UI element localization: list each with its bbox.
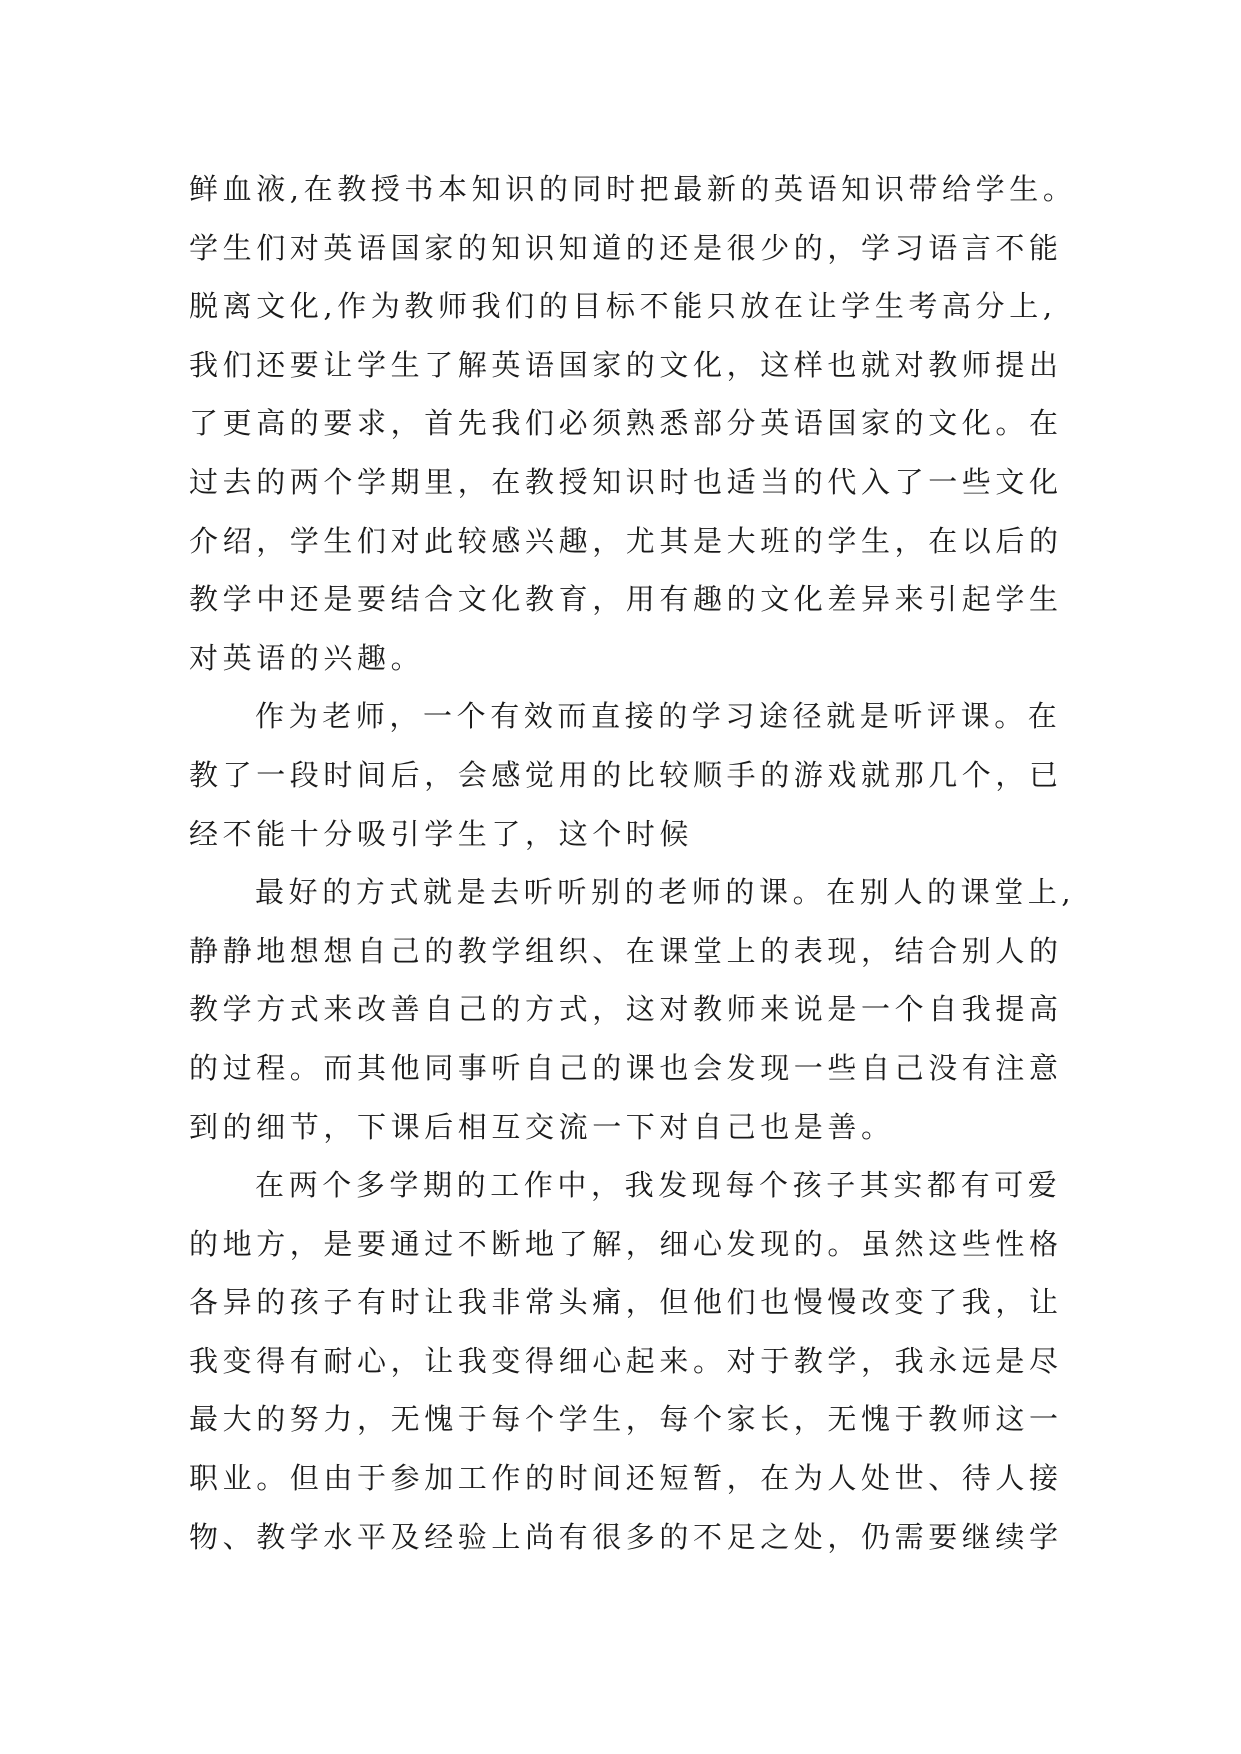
text-line: 的地方，是要通过不断地了解，细心发现的。虽然这些性格 <box>189 1226 1063 1261</box>
text-line: 静静地想想自己的教学组织、在课堂上的表现，结合别人的 <box>189 933 1063 968</box>
text-line: 了更高的要求，首先我们必须熟悉部分英语国家的文化。在 <box>189 406 1063 441</box>
text-line: 我变得有耐心，让我变得细心起来。对于教学，我永远是尽 <box>189 1343 1063 1378</box>
text-line: 经不能十分吸引学生了，这个时候 <box>189 816 694 851</box>
text-line: 介绍，学生们对此较感兴趣，尤其是大班的学生，在以后的 <box>189 523 1063 558</box>
text-line: 教了一段时间后，会感觉用的比较顺手的游戏就那几个，已 <box>189 757 1063 792</box>
text-line: 鲜血液,在教授书本知识的同时把最新的英语知识带给学生。 <box>189 172 1077 206</box>
text-line: 各异的孩子有时让我非常头痛，但他们也慢慢改变了我，让 <box>189 1285 1063 1320</box>
text-line: 职业。但由于参加工作的时间还短暂，在为人处世、待人接 <box>189 1461 1063 1496</box>
text-line: 对英语的兴趣。 <box>189 640 425 675</box>
text-line: 的过程。而其他同事听自己的课也会发现一些自己没有注意 <box>189 1050 1063 1085</box>
paragraph-first-line: 最好的方式就是去听听别的老师的课。在别人的课堂上, <box>255 875 1076 910</box>
text-line: 过去的两个学期里，在教授知识时也适当的代入了一些文化 <box>189 464 1063 499</box>
paragraph-first-line: 在两个多学期的工作中，我发现每个孩子其实都有可爱 <box>255 1168 1062 1203</box>
body-text <box>189 160 1089 1566</box>
text-line: 教学中还是要结合文化教育，用有趣的文化差异来引起学生 <box>189 582 1063 617</box>
text-line: 最大的努力，无愧于每个学生，每个家长，无愧于教师这一 <box>189 1402 1063 1437</box>
text-line: 教学方式来改善自己的方式，这对教师来说是一个自我提高 <box>189 992 1063 1027</box>
paragraph-first-line: 作为老师，一个有效而直接的学习途径就是听评课。在 <box>255 699 1062 734</box>
text-line: 学生们对英语国家的知识知道的还是很少的，学习语言不能 <box>189 230 1063 265</box>
text-line: 到的细节，下课后相互交流一下对自己也是善。 <box>189 1109 895 1144</box>
text-line: 我们还要让学生了解英语国家的文化，这样也就对教师提出 <box>189 347 1063 382</box>
text-line: 脱离文化,作为教师我们的目标不能只放在让学生考高分上, <box>189 289 1057 324</box>
text-line: 物、教学水平及经验上尚有很多的不足之处，仍需要继续学 <box>189 1519 1063 1554</box>
